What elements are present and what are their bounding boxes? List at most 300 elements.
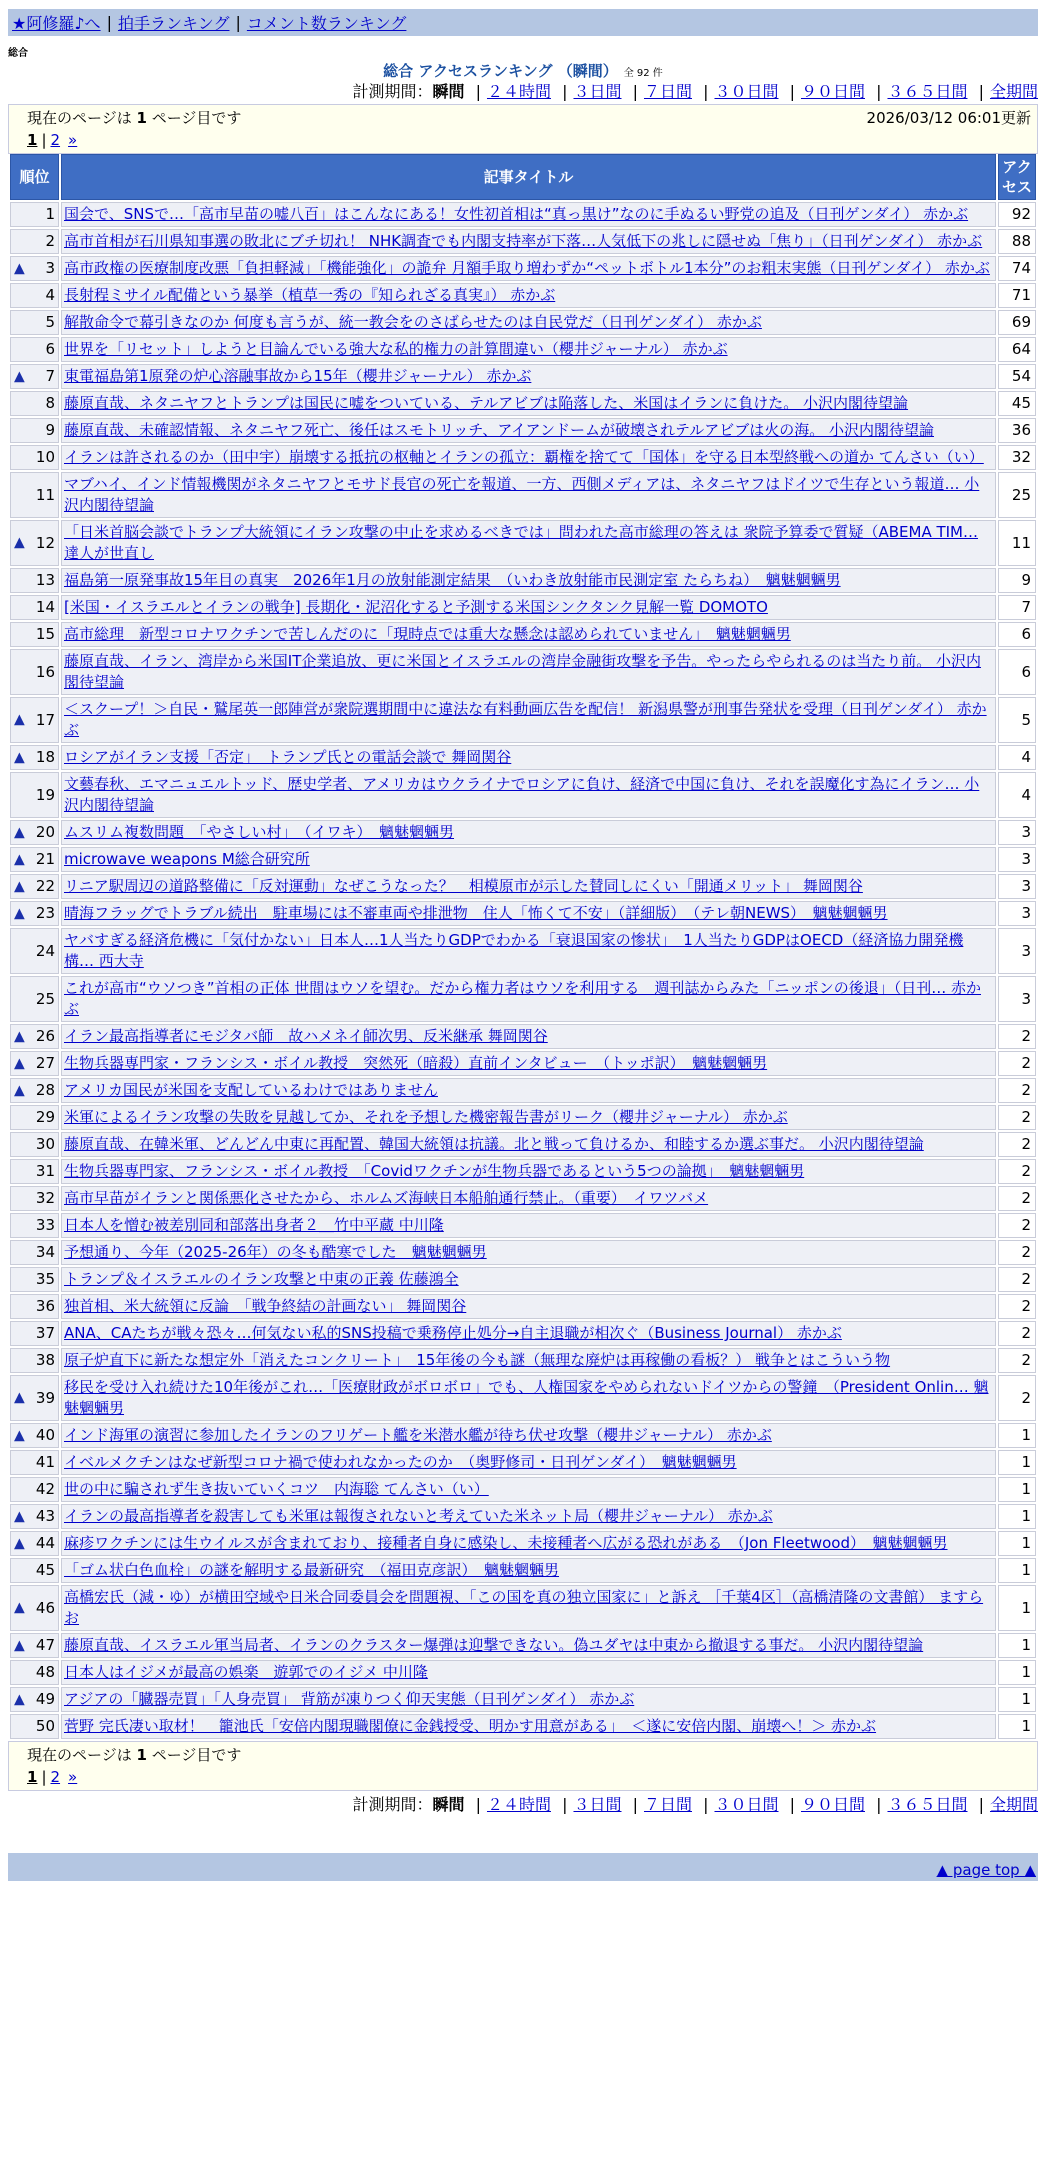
ranking-table bbox=[8, 152, 1038, 1741]
access-count: 3 bbox=[998, 847, 1036, 872]
access-count: 2 bbox=[998, 1078, 1036, 1103]
access-count: 92 bbox=[998, 202, 1036, 227]
article-link[interactable]: 晴海フラッグでトラブル続出 駐車場には不審車両や排泄物 住人「怖くて不安」（詳細版） （テレ朝NEWS） 魑魅魍魎男 bbox=[64, 904, 888, 922]
rank-number: 49 bbox=[35, 1690, 55, 1708]
rank-cell bbox=[10, 1267, 59, 1292]
access-count: 1 bbox=[998, 1423, 1036, 1448]
title-cell bbox=[61, 649, 996, 695]
period-365d-bottom[interactable]: ３６５日間 bbox=[887, 1795, 968, 1814]
next-page-link-bottom[interactable]: » bbox=[68, 1768, 78, 1786]
rank-number: 11 bbox=[35, 485, 55, 504]
article-link[interactable]: 世の中に騙されず生き抜いていくコツ 内海聡 てんさい（い） bbox=[64, 1480, 489, 1498]
period-all-bottom[interactable]: 全期間 bbox=[989, 1795, 1038, 1814]
access-count: 2 bbox=[998, 1348, 1036, 1373]
access-count: 1 bbox=[998, 1660, 1036, 1685]
table-row bbox=[10, 1660, 1036, 1685]
table-row bbox=[10, 310, 1036, 335]
title-cell bbox=[61, 364, 996, 389]
ranking-title: 総合 アクセスランキング （瞬間） bbox=[383, 62, 618, 80]
article-link[interactable]: イランは許されるのか（田中宇）崩壊する抵抗の枢軸とイランの孤立：覇権を捨てて「国体」を守る日本型終戦への道か てんさい（い） bbox=[64, 448, 984, 466]
access-count: 74 bbox=[998, 256, 1036, 281]
rank-number: 15 bbox=[35, 625, 55, 643]
article-link[interactable]: ロシアがイラン支援「否定」 トランプ氏との電話会談で 舞岡関谷 bbox=[64, 748, 512, 766]
rank-number: 47 bbox=[35, 1636, 55, 1654]
rank-number: 46 bbox=[35, 1598, 55, 1617]
table-row bbox=[10, 772, 1036, 818]
title-cell bbox=[61, 472, 996, 518]
rank-up-icon: ▲ bbox=[14, 851, 25, 867]
article-link[interactable]: 生物兵器専門家・フランシス・ボイル教授 突然死（暗殺）直前インタビュー （トッポ訳） 魑魅魍魎男 bbox=[64, 1054, 768, 1072]
rank-up-icon: ▲ bbox=[14, 1637, 25, 1653]
rank-cell bbox=[10, 1558, 59, 1583]
title-cell bbox=[61, 391, 996, 416]
table-row bbox=[10, 1105, 1036, 1130]
total-count: 全 92 件 bbox=[623, 68, 663, 79]
rank-number: 8 bbox=[45, 394, 55, 412]
access-count: 1 bbox=[998, 1714, 1036, 1739]
rank-number: 40 bbox=[35, 1426, 55, 1444]
table-row bbox=[10, 745, 1036, 770]
page-2-link[interactable]: 2 bbox=[50, 131, 61, 149]
rank-up-icon: ▲ bbox=[14, 711, 25, 728]
access-count: 2 bbox=[998, 1240, 1036, 1265]
rank-number: 9 bbox=[45, 421, 55, 439]
table-row bbox=[10, 820, 1036, 845]
access-count: 2 bbox=[998, 1375, 1036, 1421]
title-cell bbox=[61, 1024, 996, 1049]
title-cell bbox=[61, 1348, 996, 1373]
title-cell bbox=[61, 1504, 996, 1529]
rank-cell bbox=[10, 874, 59, 899]
category-label: 総合 bbox=[8, 48, 28, 59]
title-cell bbox=[61, 202, 996, 227]
article-link[interactable]: 菅野 完氏凄い取材！ 籠池氏「安倍内閣現職閣僚に金銭授受、明かす用意がある」 ＜遂に安倍内閣、崩壊へ！＞ 赤かぶ bbox=[64, 1717, 877, 1735]
table-row bbox=[10, 976, 1036, 1022]
title-cell bbox=[61, 1186, 996, 1211]
access-count: 2 bbox=[998, 1186, 1036, 1211]
access-count: 5 bbox=[998, 697, 1036, 743]
article-link[interactable]: 藤原直哉、イスラエル軍当局者、イランのクラスター爆弾は迎撃できない。偽ユダヤは中東から撤退する事だ。 小沢内閣待望論 bbox=[64, 1636, 924, 1654]
access-count: 6 bbox=[998, 649, 1036, 695]
title-cell bbox=[61, 1714, 996, 1739]
access-count: 1 bbox=[998, 1450, 1036, 1475]
rank-up-icon: ▲ bbox=[14, 824, 25, 840]
period-label: 計測期間： bbox=[352, 82, 433, 101]
access-count: 2 bbox=[998, 1213, 1036, 1238]
article-link[interactable]: 世界を「リセット」しようと目論んでいる強大な私的権力の計算間違い（櫻井ジャーナル） 赤かぶ bbox=[64, 340, 728, 358]
period-3d[interactable]: ３日間 bbox=[573, 82, 622, 101]
rank-cell bbox=[10, 391, 59, 416]
period-7d-bottom[interactable]: ７日間 bbox=[643, 1795, 692, 1814]
article-link[interactable]: 藤原直哉、未確認情報、ネタニヤフ死亡、後任はスモトリッチ、アイアンドームが破壊されテルアビブは火の海。 小沢内閣待望論 bbox=[64, 421, 934, 439]
table-row bbox=[10, 1504, 1036, 1529]
article-link[interactable]: 長射程ミサイル配備という暴挙（植草一秀の『知られざる真実』） 赤かぶ bbox=[64, 286, 556, 304]
col-rank-header: 順位 bbox=[10, 154, 59, 200]
period-24h-bottom[interactable]: ２４時間 bbox=[486, 1795, 551, 1814]
article-link[interactable]: 麻疹ワクチンには生ウイルスが含まれており、接種者自身に感染し、未接種者へ広がる恐れがある （Jon Fleetwood） 魑魅魍魎男 bbox=[64, 1534, 948, 1552]
rank-cell bbox=[10, 1294, 59, 1319]
article-link[interactable]: 高市総理 新型コロナワクチンで苦しんだのに「現時点では重大な懸念は認められていません」 魑魅魍魎男 bbox=[64, 625, 791, 643]
rank-number: 23 bbox=[35, 904, 55, 922]
rank-number: 18 bbox=[35, 748, 55, 766]
article-link[interactable]: 予想通り、今年（2025-26年）の冬も酷寒でした 魑魅魍魎男 bbox=[64, 1243, 487, 1261]
article-link[interactable]: 米軍によるイラン攻撃の失敗を見越してか、それを予想した機密報告書がリーク（櫻井ジャーナル） 赤かぶ bbox=[64, 1108, 788, 1126]
rank-cell bbox=[10, 622, 59, 647]
access-count: 3 bbox=[998, 928, 1036, 974]
rank-cell bbox=[10, 1714, 59, 1739]
rank-cell bbox=[10, 418, 59, 443]
article-link[interactable]: 生物兵器専門家、フランシス・ボイル教授 「Covidワクチンが生物兵器であるという5つの論拠」 魑魅魍魎男 bbox=[64, 1162, 805, 1180]
rank-number: 44 bbox=[35, 1534, 55, 1552]
rank-cell bbox=[10, 1024, 59, 1049]
period-label-bottom: 計測期間： bbox=[352, 1795, 433, 1814]
table-row bbox=[10, 229, 1036, 254]
rank-cell bbox=[10, 847, 59, 872]
rank-cell bbox=[10, 976, 59, 1022]
title-cell bbox=[61, 847, 996, 872]
period-90d-bottom[interactable]: ９０日間 bbox=[800, 1795, 865, 1814]
rank-number: 42 bbox=[35, 1480, 55, 1498]
access-count: 3 bbox=[998, 874, 1036, 899]
period-90d[interactable]: ９０日間 bbox=[800, 82, 865, 101]
table-row bbox=[10, 847, 1036, 872]
rank-up-icon: ▲ bbox=[14, 905, 25, 921]
rank-number: 33 bbox=[35, 1216, 55, 1234]
rank-number: 35 bbox=[35, 1270, 55, 1288]
access-count: 25 bbox=[998, 472, 1036, 518]
table-row bbox=[10, 1633, 1036, 1658]
clap-ranking-link[interactable]: 拍手ランキング bbox=[117, 14, 230, 33]
period-all[interactable]: 全期間 bbox=[989, 82, 1038, 101]
rank-cell bbox=[10, 310, 59, 335]
rank-number: 3 bbox=[45, 259, 55, 277]
rank-number: 29 bbox=[35, 1108, 55, 1126]
table-row bbox=[10, 418, 1036, 443]
rank-cell bbox=[10, 202, 59, 227]
updated-time: 2026/03/12 06:01更新 bbox=[866, 109, 1031, 127]
title-cell bbox=[61, 697, 996, 743]
rank-number: 6 bbox=[45, 340, 55, 358]
rank-number: 16 bbox=[35, 662, 55, 681]
rank-number: 36 bbox=[35, 1297, 55, 1315]
access-count: 1 bbox=[998, 1531, 1036, 1556]
rank-cell bbox=[10, 1240, 59, 1265]
table-row bbox=[10, 1051, 1036, 1076]
rank-up-icon: ▲ bbox=[14, 1427, 25, 1443]
table-row bbox=[10, 202, 1036, 227]
page-2-link-bottom[interactable]: 2 bbox=[50, 1768, 61, 1786]
rank-number: 24 bbox=[35, 941, 55, 960]
rank-number: 31 bbox=[35, 1162, 55, 1180]
table-row bbox=[10, 1186, 1036, 1211]
table-row bbox=[10, 1078, 1036, 1103]
article-link[interactable]: 独首相、米大統領に反論 「戦争終結の計画ない」 舞岡関谷 bbox=[64, 1297, 467, 1315]
title-cell bbox=[61, 445, 996, 470]
rank-number: 1 bbox=[45, 205, 55, 223]
title-cell bbox=[61, 229, 996, 254]
rank-cell bbox=[10, 1348, 59, 1373]
table-row bbox=[10, 1240, 1036, 1265]
article-link[interactable]: これが高市“ウソつき”首相の正体 世間はウソを望む。だから権力者はウソを利用する 週刊誌からみた「ニッポンの後退」（日刊… 赤かぶ bbox=[64, 979, 981, 1018]
title-cell bbox=[61, 1078, 996, 1103]
title-cell bbox=[61, 928, 996, 974]
table-row bbox=[10, 283, 1036, 308]
table-row bbox=[10, 568, 1036, 593]
title-cell bbox=[61, 1423, 996, 1448]
page-current-bottom: 1 bbox=[27, 1768, 38, 1786]
table-row bbox=[10, 391, 1036, 416]
access-count: 88 bbox=[998, 229, 1036, 254]
rank-number: 22 bbox=[35, 877, 55, 895]
access-count: 45 bbox=[998, 391, 1036, 416]
period-365d[interactable]: ３６５日間 bbox=[887, 82, 968, 101]
table-row bbox=[10, 1531, 1036, 1556]
article-link[interactable]: 国会で、SNSで…「高市早苗の嘘八百」はこんなにある！女性初首相は“真っ黒け”なのに手ぬるい野党の追及（日刊ゲンダイ） 赤かぶ bbox=[64, 205, 969, 223]
access-count: 9 bbox=[998, 568, 1036, 593]
article-link[interactable]: 高橋宏氏（減・ゆ）が横田空域や日米合同委員会を問題視、「この国を真の独立国家に」と訴え ［千葉4区］（高橋清隆の文書館） ますらお bbox=[64, 1588, 984, 1627]
table-row bbox=[10, 901, 1036, 926]
article-link[interactable]: 高市政権の医療制度改悪「負担軽減」「機能強化」の詭弁 月額手取り増わずか“ペットボトル1本分”のお粗末実態（日刊ゲンダイ） 赤かぶ bbox=[64, 259, 990, 277]
table-row bbox=[10, 1348, 1036, 1373]
rank-cell bbox=[10, 820, 59, 845]
article-link[interactable]: ヤバすぎる経済危機に「気付かない」日本人…1人当たりGDPでわかる「衰退国家の惨状」 1人当たりGDPはOECD（経済協力開発機構… 西大寺 bbox=[64, 931, 964, 970]
period-7d[interactable]: ７日間 bbox=[643, 82, 692, 101]
rank-number: 14 bbox=[35, 598, 55, 616]
rank-cell bbox=[10, 1687, 59, 1712]
access-count: 1 bbox=[998, 1477, 1036, 1502]
rank-number: 21 bbox=[35, 850, 55, 868]
title-cell bbox=[61, 1132, 996, 1157]
rank-cell bbox=[10, 649, 59, 695]
article-link[interactable]: 藤原直哉、イラン、湾岸から米国IT企業追放、更に米国とイスラエルの湾岸金融街攻撃を予告。やったらやられるのは当たり前。 小沢内閣待望論 bbox=[64, 652, 982, 691]
article-link[interactable]: 高市首相が石川県知事選の敗北にブチ切れ！ NHK調査でも内閣支持率が下落…人気低下の兆しに隠せぬ「焦り」（日刊ゲンダイ） 赤かぶ bbox=[64, 232, 983, 250]
access-count: 1 bbox=[998, 1687, 1036, 1712]
access-count: 1 bbox=[998, 1504, 1036, 1529]
rank-cell bbox=[10, 568, 59, 593]
title-cell bbox=[61, 1477, 996, 1502]
rank-number: 10 bbox=[35, 448, 55, 466]
access-count: 2 bbox=[998, 1024, 1036, 1049]
article-link[interactable]: イベルメクチンはなぜ新型コロナ禍で使われなかったのか （奥野修司・日刊ゲンダイ） 魑魅魍魎男 bbox=[64, 1453, 737, 1471]
article-link[interactable]: 日本人を憎む被差別同和部落出身者２＿竹中平蔵 中川隆 bbox=[64, 1216, 444, 1234]
period-30d-bottom[interactable]: ３０日間 bbox=[714, 1795, 779, 1814]
article-link[interactable]: 藤原直哉、在韓米軍、どんどん中東に再配置、韓国大統領は抗議。北と戦って負けるか、和睦するか選ぶ事だ。 小沢内閣待望論 bbox=[64, 1135, 924, 1153]
rank-number: 43 bbox=[35, 1507, 55, 1525]
pager-bottom: 現在のページは 1 ページ目です 1 | 2 » bbox=[8, 1741, 1038, 1791]
table-row bbox=[10, 1024, 1036, 1049]
title-cell bbox=[61, 1585, 996, 1631]
rank-cell bbox=[10, 229, 59, 254]
article-link[interactable]: マブハイ、インド情報機関がネタニヤフとモサド長官の死亡を報道、一方、西側メディアは、ネタニヤフはドイツで生存という報道… 小沢内閣待望論 bbox=[64, 475, 980, 514]
rank-number: 45 bbox=[35, 1561, 55, 1579]
title-cell bbox=[61, 772, 996, 818]
title-cell bbox=[61, 1213, 996, 1238]
access-count: 2 bbox=[998, 1051, 1036, 1076]
access-count: 1 bbox=[998, 1558, 1036, 1583]
title-cell bbox=[61, 874, 996, 899]
article-link[interactable]: 移民を受け入れ続けた10年後がこれ…「医療財政がボロボロ」でも、人権国家をやめられないドイツからの警鐘 （President Onlin… 魑魅魍魎男 bbox=[64, 1378, 989, 1417]
rank-cell bbox=[10, 1105, 59, 1130]
table-row bbox=[10, 649, 1036, 695]
period-24h[interactable]: ２４時間 bbox=[486, 82, 551, 101]
rank-number: 26 bbox=[35, 1027, 55, 1045]
rank-cell bbox=[10, 1375, 59, 1421]
rank-cell bbox=[10, 472, 59, 518]
rank-number: 27 bbox=[35, 1054, 55, 1072]
rank-number: 12 bbox=[35, 533, 55, 552]
page-top-link[interactable]: ▲ page top ▲ bbox=[936, 1861, 1036, 1879]
article-link[interactable]: 東電福島第1原発の炉心溶融事故から15年（櫻井ジャーナル） 赤かぶ bbox=[64, 367, 532, 385]
rank-number: 5 bbox=[45, 313, 55, 331]
title-cell bbox=[61, 1240, 996, 1265]
article-link[interactable]: microwave weapons M総合研究所 bbox=[64, 850, 310, 868]
rank-cell bbox=[10, 772, 59, 818]
rank-up-icon: ▲ bbox=[14, 534, 25, 551]
table-row bbox=[10, 1477, 1036, 1502]
article-link[interactable]: トランプ＆イスラエルのイラン攻撃と中東の正義 佐藤鴻全 bbox=[64, 1270, 459, 1288]
title-cell bbox=[61, 283, 996, 308]
access-count: 69 bbox=[998, 310, 1036, 335]
article-link[interactable]: イラン最高指導者にモジタバ師 故ハメネイ師次男、反米継承 舞岡関谷 bbox=[64, 1027, 548, 1045]
article-link[interactable]: 「ゴム状白色血栓」の謎を解明する最新研究 （福田克彦訳） 魑魅魍魎男 bbox=[64, 1561, 560, 1579]
rank-number: 17 bbox=[35, 710, 55, 729]
title-cell bbox=[61, 1558, 996, 1583]
article-link[interactable]: リニア駅周辺の道路整備に「反対運動」なぜこうなった？ 相模原市が示した賛同しにくい「開通メリット」 舞岡関谷 bbox=[64, 877, 863, 895]
title-cell bbox=[61, 1660, 996, 1685]
table-row bbox=[10, 256, 1036, 281]
article-link[interactable]: イランの最高指導者を殺害しても米軍は報復されないと考えていた米ネット局（櫻井ジャーナル） 赤かぶ bbox=[64, 1507, 773, 1525]
article-link[interactable]: 日本人はイジメが最高の娯楽＿遊郭でのイジメ 中川隆 bbox=[64, 1663, 428, 1681]
article-link[interactable]: アジアの「臓器売買」「人身売買」 背筋が凍りつく仰天実態（日刊ゲンダイ） 赤かぶ bbox=[64, 1690, 635, 1708]
title-cell bbox=[61, 745, 996, 770]
comment-ranking-link[interactable]: コメント数ランキング bbox=[246, 14, 407, 33]
article-link[interactable]: 藤原直哉、ネタニヤフとトランプは国民に嘘をついている、テルアビブは陥落した、米国はイランに負けた。 小沢内閣待望論 bbox=[64, 394, 909, 412]
title-cell bbox=[61, 1321, 996, 1346]
rank-number: 41 bbox=[35, 1453, 55, 1471]
table-row bbox=[10, 1450, 1036, 1475]
rank-number: 20 bbox=[35, 823, 55, 841]
rank-cell bbox=[10, 928, 59, 974]
rank-up-icon: ▲ bbox=[14, 1082, 25, 1098]
access-count: 1 bbox=[998, 1585, 1036, 1631]
article-link[interactable]: 文藝春秋、エマニュエルトッド、歴史学者、アメリカはウクライナでロシアに負け、経済で中国に負け、それを誤魔化す為にイラン… 小沢内閣待望論 bbox=[64, 775, 980, 814]
title-cell bbox=[61, 595, 996, 620]
period-30d[interactable]: ３０日間 bbox=[714, 82, 779, 101]
period-3d-bottom[interactable]: ３日間 bbox=[573, 1795, 622, 1814]
article-link[interactable]: 原子炉直下に新たな想定外「消えたコンクリート」 15年後の今も謎（無理な廃炉は再稼働の看板？） 戦争とはこういう物 bbox=[64, 1351, 891, 1369]
article-link[interactable]: 高市早苗がイランと関係悪化させたから、ホルムズ海峡日本船舶通行禁止。（重要） イワツバメ bbox=[64, 1189, 709, 1207]
access-count: 2 bbox=[998, 1159, 1036, 1184]
article-link[interactable]: 解散命令で幕引きなのか 何度も言うが、統一教会をのさばらせたのは自民党だ（日刊ゲンダイ） 赤かぶ bbox=[64, 313, 762, 331]
table-row bbox=[10, 1687, 1036, 1712]
article-link[interactable]: ムスリム複数問題 「やさしい村」 （イワキ） 魑魅魍魎男 bbox=[64, 823, 455, 841]
rank-number: 7 bbox=[45, 367, 55, 385]
title-cell bbox=[61, 1051, 996, 1076]
table-row bbox=[10, 1423, 1036, 1448]
table-row bbox=[10, 1375, 1036, 1421]
article-link[interactable]: ＜スクープ！＞自民・鷲尾英一郎陣営が衆院選期間中に違法な有料動画広告を配信！ 新潟県警が刑事告発状を受理（日刊ゲンダイ） 赤かぶ bbox=[64, 700, 987, 739]
rank-number: 4 bbox=[45, 286, 55, 304]
period-current: 瞬間 bbox=[432, 82, 465, 101]
title-cell bbox=[61, 310, 996, 335]
rank-up-icon: ▲ bbox=[14, 1599, 25, 1616]
rank-number: 25 bbox=[35, 989, 55, 1008]
rank-cell bbox=[10, 1504, 59, 1529]
table-row bbox=[10, 1714, 1036, 1739]
rank-cell bbox=[10, 697, 59, 743]
rank-cell bbox=[10, 1450, 59, 1475]
access-count: 3 bbox=[998, 976, 1036, 1022]
nav-separator: | bbox=[235, 13, 241, 32]
rank-cell bbox=[10, 1321, 59, 1346]
period-current-bottom: 瞬間 bbox=[432, 1795, 465, 1814]
table-row bbox=[10, 1294, 1036, 1319]
rank-up-icon: ▲ bbox=[14, 1389, 25, 1406]
access-count: 1 bbox=[998, 1633, 1036, 1658]
title-cell bbox=[61, 1159, 996, 1184]
access-count: 2 bbox=[998, 1105, 1036, 1130]
title-cell bbox=[61, 1294, 996, 1319]
title-cell bbox=[61, 418, 996, 443]
top-nav bbox=[8, 9, 1038, 36]
article-link[interactable]: インド海軍の演習に参加したイランのフリゲート艦を米潜水艦が待ち伏せ攻撃（櫻井ジャーナル） 赤かぶ bbox=[64, 1426, 772, 1444]
table-row bbox=[10, 1132, 1036, 1157]
rank-up-icon: ▲ bbox=[14, 1691, 25, 1707]
rank-up-icon: ▲ bbox=[14, 368, 25, 384]
access-count: 4 bbox=[998, 745, 1036, 770]
access-count: 11 bbox=[998, 520, 1036, 566]
rank-up-icon: ▲ bbox=[14, 749, 25, 765]
article-link[interactable]: ANA、CAたちが戦々恐々…何気ない私的SNS投稿で乗務停止処分→自主退職が相次ぐ（Business Journal） 赤かぶ bbox=[64, 1324, 842, 1342]
access-count: 2 bbox=[998, 1132, 1036, 1157]
table-row bbox=[10, 1159, 1036, 1184]
access-count: 4 bbox=[998, 772, 1036, 818]
table-row bbox=[10, 445, 1036, 470]
rank-cell bbox=[10, 1132, 59, 1157]
access-count: 36 bbox=[998, 418, 1036, 443]
rank-cell bbox=[10, 1633, 59, 1658]
rank-cell bbox=[10, 1477, 59, 1502]
article-link[interactable]: アメリカ国民が米国を支配しているわけではありません bbox=[64, 1081, 438, 1099]
rank-up-icon: ▲ bbox=[14, 1028, 25, 1044]
table-row bbox=[10, 1213, 1036, 1238]
rank-number: 48 bbox=[35, 1663, 55, 1681]
rank-number: 32 bbox=[35, 1189, 55, 1207]
rank-number: 34 bbox=[35, 1243, 55, 1261]
rank-cell bbox=[10, 745, 59, 770]
article-link[interactable]: 福島第一原発事故15年目の真実 2026年1月の放射能測定結果 （いわき放射能市民測定室 たらちね） 魑魅魍魎男 bbox=[64, 571, 841, 589]
access-count: 71 bbox=[998, 283, 1036, 308]
article-link[interactable]: [米国・イスラエルとイランの戦争] 長期化・泥沼化すると予測する米国シンクタンク見解一覧 DOMOTO bbox=[64, 598, 768, 616]
rank-cell bbox=[10, 256, 59, 281]
page-status-bottom: 現在のページは 1 ページ目です bbox=[27, 1746, 242, 1764]
title-cell bbox=[61, 256, 996, 281]
access-count: 6 bbox=[998, 622, 1036, 647]
next-page-link[interactable]: » bbox=[68, 131, 78, 149]
table-row bbox=[10, 472, 1036, 518]
rank-cell bbox=[10, 1051, 59, 1076]
table-row bbox=[10, 622, 1036, 647]
rank-up-icon: ▲ bbox=[14, 878, 25, 894]
home-link[interactable]: ★阿修羅♪へ bbox=[12, 14, 101, 33]
footer-bar bbox=[8, 1853, 1038, 1881]
title-cell bbox=[61, 1633, 996, 1658]
rank-up-icon: ▲ bbox=[14, 260, 25, 276]
article-link[interactable]: 「日米首脳会談でトランプ大統領にイラン攻撃の中止を求めるべきでは」問われた高市総理の答えは 衆院予算委で質疑（ABEMA TIM… 達人が世直し bbox=[64, 523, 979, 562]
rank-number: 30 bbox=[35, 1135, 55, 1153]
rank-cell bbox=[10, 1078, 59, 1103]
table-row bbox=[10, 337, 1036, 362]
